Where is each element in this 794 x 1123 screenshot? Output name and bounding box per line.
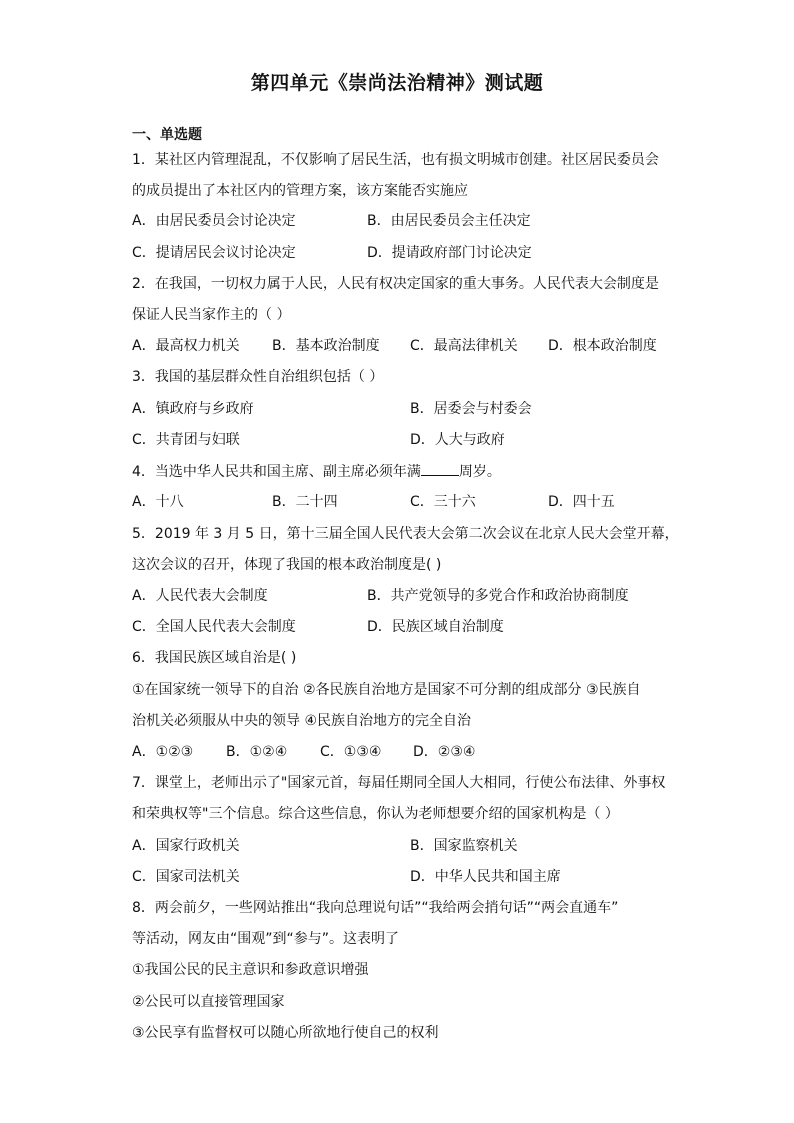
question-8-statement: ②公民可以直接管理国家: [132, 994, 285, 1010]
question-7-text: 和荣典权等"三个信息。综合这些信息，你认为老师想要介绍的国家机构是（ ）: [132, 806, 619, 822]
option-a: A．国家行政机关: [132, 838, 240, 854]
question-4-stem: 4．当选中华人民共和国主席、副主席必须年满: [132, 464, 421, 480]
question-5-text: 5．2019 年 3 月 5 日，第十三届全国人民代表大会第二次会议在北京人民大会堂开幕，: [132, 526, 679, 542]
option-d: D．四十五: [548, 494, 615, 510]
option-a: A．由居民委员会讨论决定: [132, 213, 296, 229]
question-1-text: 1．某社区内管理混乱，不仅影响了居民生活，也有损文明城市创建。社区居民委员会: [132, 152, 659, 168]
option-a: A．人民代表大会制度: [132, 588, 268, 604]
option-b: B．共产党领导的多党合作和政治协商制度: [367, 588, 629, 604]
question-8-text: 8．两会前夕，一些网站推出“我向总理说句话”“我给两会捎句话”“两会直通车”: [132, 900, 619, 916]
question-2-text: 2．在我国，一切权力属于人民，人民有权决定国家的重大事务。人民代表大会制度是: [132, 276, 659, 292]
question-8-text: 等活动，网友由“围观”到“参与”。这表明了: [132, 931, 400, 947]
question-4-text: [132, 461, 501, 482]
answer-blank: [421, 461, 459, 476]
question-6-text: 6．我国民族区域自治是( ): [132, 650, 297, 666]
option-d: D．②③④: [413, 744, 476, 760]
question-3-text: 3．我国的基层群众性自治组织包括（ ）: [132, 369, 384, 385]
question-7-text: 7．课堂上，老师出示了"国家元首，每届任期同全国人大相同，行使公布法律、外事权: [132, 775, 666, 791]
option-b: B．由居民委员会主任决定: [367, 213, 531, 229]
question-4-stem-end: 周岁。: [458, 464, 501, 480]
option-c: C．全国人民代表大会制度: [132, 619, 296, 635]
option-b: B．居委会与村委会: [410, 401, 532, 417]
option-a: A．①②③: [132, 744, 194, 760]
option-a: A．最高权力机关: [132, 338, 240, 354]
option-c: C．共青团与妇联: [132, 432, 240, 448]
question-2-text: 保证人民当家作主的（ ）: [132, 307, 291, 323]
option-b: B．国家监察机关: [410, 838, 518, 854]
option-c: C．①③④: [320, 744, 382, 760]
option-c: C．提请居民会议讨论决定: [132, 245, 296, 261]
page-title: 第四单元《崇尚法治精神》测试题: [250, 72, 544, 94]
question-6-statements: ①在国家统一领导下的自治 ②各民族自治地方是国家不可分割的组成部分 ③民族自: [132, 682, 641, 698]
option-d: D．根本政治制度: [548, 338, 657, 354]
option-d: D．人大与政府: [410, 432, 505, 448]
option-c: C．三十六: [410, 494, 476, 510]
question-8-statement: ③公民享有监督权可以随心所欲地行使自己的权利: [132, 1025, 439, 1041]
section-heading: 一、单选题: [132, 127, 202, 143]
option-a: A．十八: [132, 494, 184, 510]
option-d: D．提请政府部门讨论决定: [367, 245, 532, 261]
question-5-text: 这次会议的召开，体现了我国的根本政治制度是( ): [132, 557, 442, 573]
option-b: B．基本政治制度: [272, 338, 380, 354]
question-6-statements: 治机关必须服从中央的领导 ④民族自治地方的完全自治: [132, 713, 471, 729]
question-8-statement: ①我国公民的民主意识和参政意识增强: [132, 962, 369, 978]
option-b: B．二十四: [272, 494, 338, 510]
option-c: C．最高法律机关: [410, 338, 518, 354]
option-d: D．中华人民共和国主席: [410, 869, 561, 885]
option-d: D．民族区域自治制度: [367, 619, 504, 635]
option-a: A．镇政府与乡政府: [132, 401, 254, 417]
option-b: B．①②④: [226, 744, 288, 760]
question-1-text: 的成员提出了本社区内的管理方案，该方案能否实施应: [132, 183, 468, 199]
option-c: C．国家司法机关: [132, 869, 240, 885]
